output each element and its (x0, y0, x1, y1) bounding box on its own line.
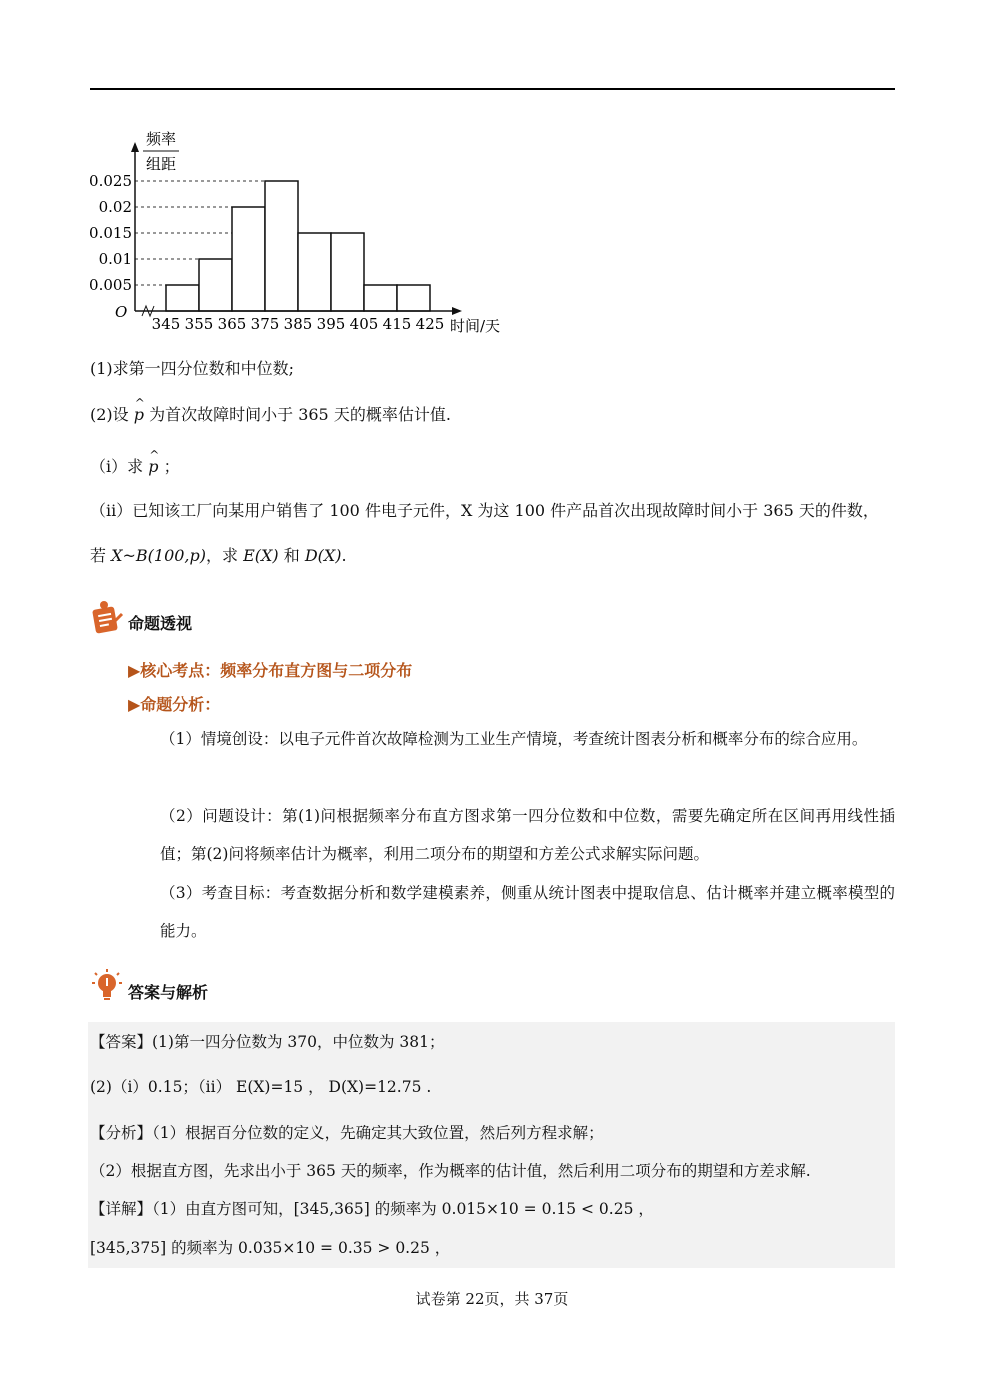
core-point: ▶核心考点：频率分布直方图与二项分布 (128, 661, 413, 680)
x-tick-label: 395 (316, 315, 346, 333)
answer-section-header (90, 968, 208, 1004)
histogram-bar (199, 259, 232, 311)
answer-box (88, 1022, 895, 1268)
frequency-histogram (80, 122, 530, 342)
analysis-paragraph-2: （2）问题设计：第(1)问根据频率分布直方图求第一四分位数和中位数，需要先确定所在区间再用线性插值；第(2)问将频率估计为概率，利用二项分布的期望和方差公式求解实际问题。 (160, 807, 895, 863)
answer-section-title: 答案与解析 (128, 982, 209, 1002)
analysis-paragraph-3: （3）考查目标：考查数据分析和数学建模素养，侧重从统计图表中提取信息、估计概率并建立概率模型的能力。 (160, 884, 895, 940)
binomial-formula: X~B(100,p) (111, 546, 206, 565)
analysis-section-title: 命题透视 (128, 613, 193, 633)
analysis-paragraph-1: （1）情境创设：以电子元件首次故障检测为工业生产情境，考查统计图表分析和概率分布的综合应用。 (160, 730, 868, 748)
histogram-bar (265, 181, 298, 311)
question-2-i-prefix: （i）求 (90, 457, 144, 476)
header-rule (90, 88, 895, 90)
notepad-icon (90, 600, 124, 634)
detail-line-2: [345,375] 的频率为 0.035×10 = 0.35 > 0.25 ， (90, 1239, 451, 1257)
question-2-i (90, 456, 180, 478)
expectation-expr: E(X) (243, 546, 279, 565)
analysis-line-2: （2）根据直方图，先求出小于 365 天的频率，作为概率的估计值，然后利用二项分布的期望和方差求解. (90, 1162, 811, 1180)
p-hat-symbol: ^ p (134, 404, 144, 426)
histogram-bar (298, 233, 331, 311)
x-tick-label: 415 (382, 315, 412, 333)
y-tick-label: 0.01 (98, 250, 132, 268)
y-axis-label-top: 频率 (145, 130, 177, 148)
detail-line-1: 【详解】（1）由直方图可知，[345,365] 的频率为 0.015×10 = 0.15 < 0.25 ， (90, 1200, 654, 1218)
x-axis-label: 时间/天 (450, 317, 501, 335)
variance-expr: D(X) (304, 546, 342, 565)
origin-label: O (115, 303, 128, 321)
y-axis-label-bottom: 组距 (145, 155, 177, 173)
p-hat-symbol: ^ p (148, 456, 158, 478)
histogram-bar (166, 285, 199, 311)
lightbulb-icon (90, 968, 124, 1004)
histogram-bar (364, 285, 397, 311)
histogram-bar (232, 207, 265, 311)
histogram-bar (397, 285, 430, 311)
question-2-ii-line2 (90, 545, 347, 567)
y-tick-label: 0.005 (89, 276, 132, 294)
question-2-ii-end: . (341, 546, 347, 565)
question-2-suffix: 为首次故障时间小于 365 天的概率估计值. (149, 405, 451, 424)
y-axis-arrow (131, 142, 139, 152)
question-2-ii-line1: （ii）已知该工厂向某用户销售了 100 件电子元件，X 为这 100 件产品首次出现故障时间小于 365 天的件数， (90, 501, 879, 520)
question-2-prefix: (2)设 (90, 405, 129, 424)
x-tick-label: 355 (184, 315, 214, 333)
answer-line-1: 【答案】(1)第一四分位数为 370，中位数为 381； (90, 1033, 445, 1051)
x-tick-label: 365 (217, 315, 247, 333)
x-tick-label: 425 (415, 315, 445, 333)
y-tick-label: 0.02 (98, 198, 132, 216)
x-tick-label: 375 (250, 315, 280, 333)
page-footer: 试卷第 22页，共 37页 (415, 1290, 569, 1308)
question-2-i-suffix: ； (163, 457, 180, 476)
answer-line-2: (2)（i）0.15；（ii） E(X)=15 ， D(X)=12.75 . (90, 1078, 432, 1096)
analysis-line-1: 【分析】（1）根据百分位数的定义，先确定其大致位置，然后列方程求解； (90, 1124, 604, 1142)
y-tick-label: 0.025 (89, 172, 132, 190)
question-1: (1)求第一四分位数和中位数; (90, 359, 295, 378)
histogram-bar (331, 233, 364, 311)
analysis-section-header (90, 600, 192, 634)
question-2-ii-if: 若 (90, 546, 112, 565)
x-tick-label: 345 (151, 315, 181, 333)
x-axis-arrow (452, 307, 462, 315)
analysis-label: ▶命题分析： (128, 695, 221, 714)
question-2-ii-and: 和 (278, 546, 305, 565)
x-tick-label: 405 (349, 315, 379, 333)
question-2 (90, 404, 451, 426)
y-tick-label: 0.015 (89, 224, 132, 242)
question-2-ii-ask: ，求 (206, 546, 244, 565)
x-tick-label: 385 (283, 315, 313, 333)
